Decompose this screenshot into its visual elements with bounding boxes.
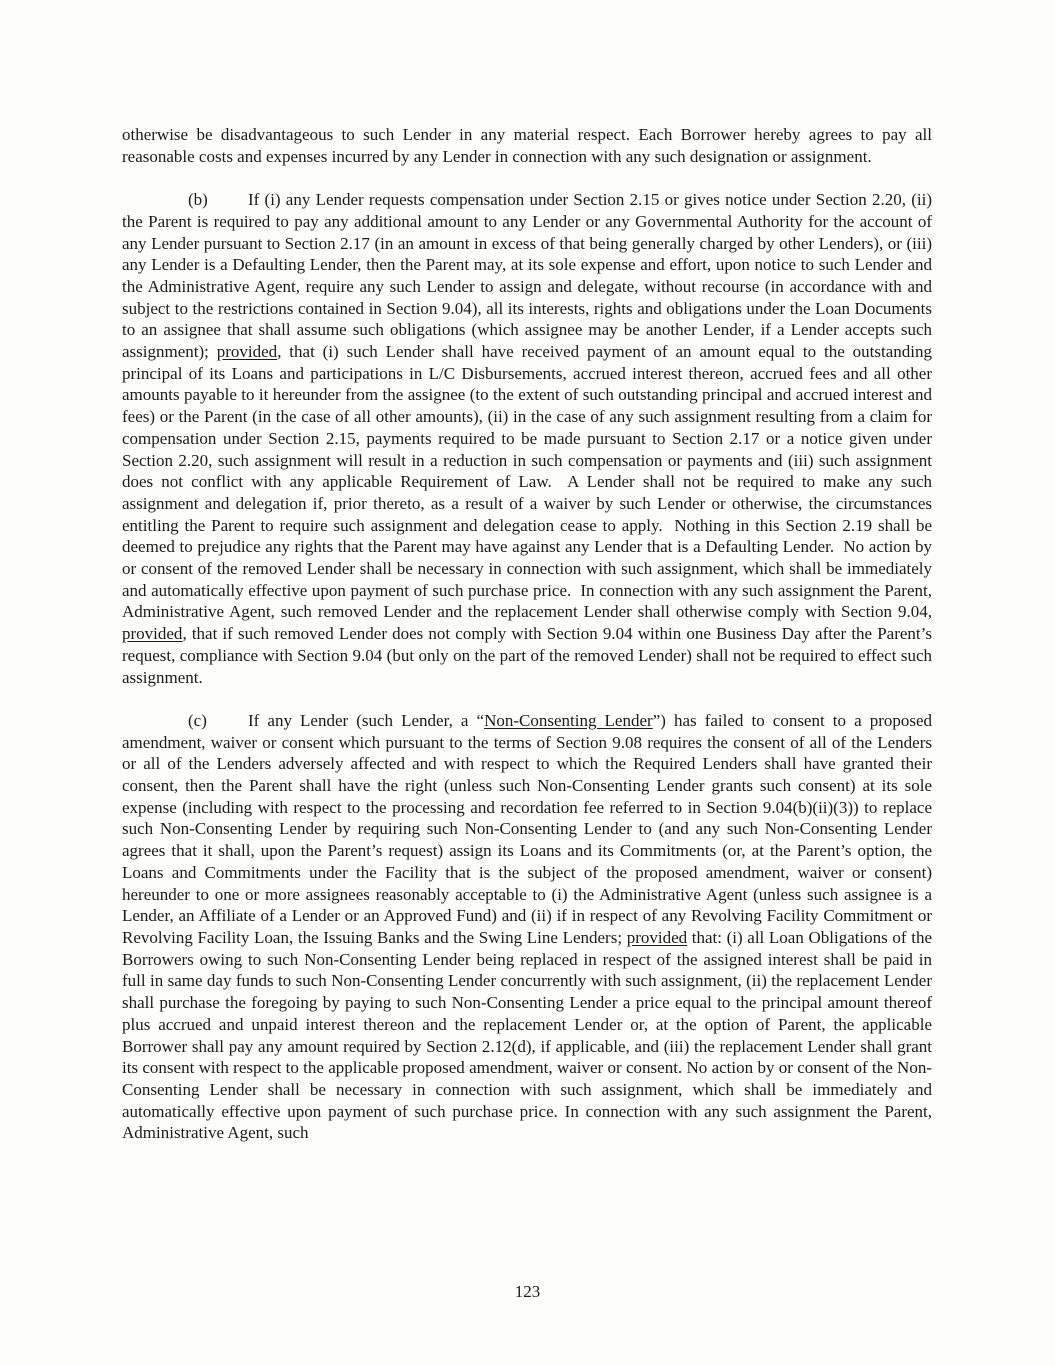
- paragraph: [122, 189, 932, 688]
- text-run: , that if such removed Lender does not comply with Section 9.04 within one Business Day after the Parent’s request, compliance with Section 9.04 (but only on the part of the removed Lender) shall not be required to effect such assignment.: [122, 624, 932, 687]
- page-number: 123: [514, 1282, 541, 1301]
- document-body: [122, 124, 932, 1166]
- paragraph: [122, 124, 932, 167]
- underlined-term: Non-Consenting Lender: [484, 710, 653, 730]
- underlined-term: provided: [216, 342, 278, 362]
- text-run: If any Lender (such Lender, a “: [248, 710, 485, 730]
- text-run: If (i) any Lender requests compensation under Section 2.15 or gives notice under Section 2.20, (ii) the Parent is required to pay any additional amount to any Lender or any Governmental Authority for the account of any Lender pursuant to Section 2.17 (in an amount in excess of that being generally charged by other Lenders), or (iii) any Lender is a Defaulting Lender, then the Parent may, at its sole expense and effort, upon notice to such Lender and the Administrative Agent, require any such Lender to assign and delegate, without recourse (in accordance with and subject to the restrictions contained in Section 9.04), all its interests, rights and obligations under the Loan Documents to an assignee that shall assume such obligations (which assignee may be another Lender, if a Lender accepts such assignment);: [122, 190, 932, 362]
- text-run: ”) has failed to consent to a proposed amendment, waiver or consent which pursuant to the terms of Section 9.08 requires the consent of all of the Lenders or all of the Lenders adversely affected and with respect to which the Required Lenders shall have granted their consent, then the Parent shall have the right (unless such Non-Consenting Lender grants such consent) at its sole expense (including with respect to the processing and recordation fee referred to in Section 9.04(b)(ii)(3)) to replace such Non-Consenting Lender by requiring such Non-Consenting Lender to (and any such Non-Consenting Lender agrees that it shall, upon the Parent’s request) assign its Loans and its Commitments (or, at the Parent’s option, the Loans and Commitments under the Facility that is the subject of the proposed amendment, waiver or consent) hereunder to one or more assignees reasonably acceptable to (i) the Administrative Agent (unless such assignee is a Lender, an Affiliate of a Lender or an Approved Fund) and (ii) if in respect of any Revolving Facility Commitment or Revolving Facility Loan, the Issuing Banks and the Swing Line Lenders;: [122, 710, 933, 947]
- underlined-term: provided: [626, 927, 688, 947]
- underlined-term: provided: [122, 624, 183, 644]
- paragraph-label: (b): [188, 190, 208, 210]
- text-run: , that (i) such Lender shall have received payment of an amount equal to the outstanding principal of its Loans and participations in L/C Disbursements, accrued interest thereon, accrued fees and all other amounts payable to it hereunder from the assignee (to the extent of such outstanding principal and accrued interest and fees) or the Parent (in the case of all other amounts), (ii) in the case of any such assignment resulting from a claim for compensation under Section 2.15, payments required to be made pursuant to Section 2.17 or a notice given under Section 2.20, such assignment will result in a reduction in such compensation or payments and (iii) such assignment does not conflict with any applicable Requirement of Law. A Lender shall not be required to make any such assignment and delegation if, prior thereto, as a result of a waiver by such Lender or otherwise, the circumstances entitling the Parent to require such assignment and delegation cease to apply. Nothing in this Section 2.19 shall be deemed to prejudice any rights that the Parent may have against any Lender that is a Defaulting Lender. No action by or consent of the removed Lender shall be necessary in connection with such assignment, which shall be immediately and automatically effective upon payment of such purchase price. In connection with any such assignment the Parent, Administrative Agent, such removed Lender and the replacement Lender shall otherwise comply with Section 9.04,: [122, 342, 932, 622]
- text-run: otherwise be disadvantageous to such Lender in any material respect. Each Borrower hereby agrees to pay all reasonable costs and expenses incurred by any Lender in connection with any such designation or assignment.: [122, 125, 932, 166]
- paragraph-label: (c): [188, 710, 207, 730]
- paragraph: [122, 710, 932, 1144]
- text-run: that: (i) all Loan Obligations of the Borrowers owing to such Non-Consenting Lender being replaced in respect of the assigned interest shall be paid in full in same day funds to such Non-Consenting Lender concurrently with such assignment, (ii) the replacement Lender shall purchase the foregoing by paying to such Non-Consenting Lender a price equal to the principal amount thereof plus accrued and unpaid interest thereon and the replacement Lender or, at the option of Parent, the applicable Borrower shall pay any amount required by Section 2.12(d), if applicable, and (iii) the replacement Lender shall grant its consent with respect to the applicable proposed amendment, waiver or consent. No action by or consent of the Non-Consenting Lender shall be necessary in connection with such assignment, which shall be immediately and automatically effective upon payment of such purchase price. In connection with any such assignment the Parent, Administrative Agent, such: [122, 927, 932, 1143]
